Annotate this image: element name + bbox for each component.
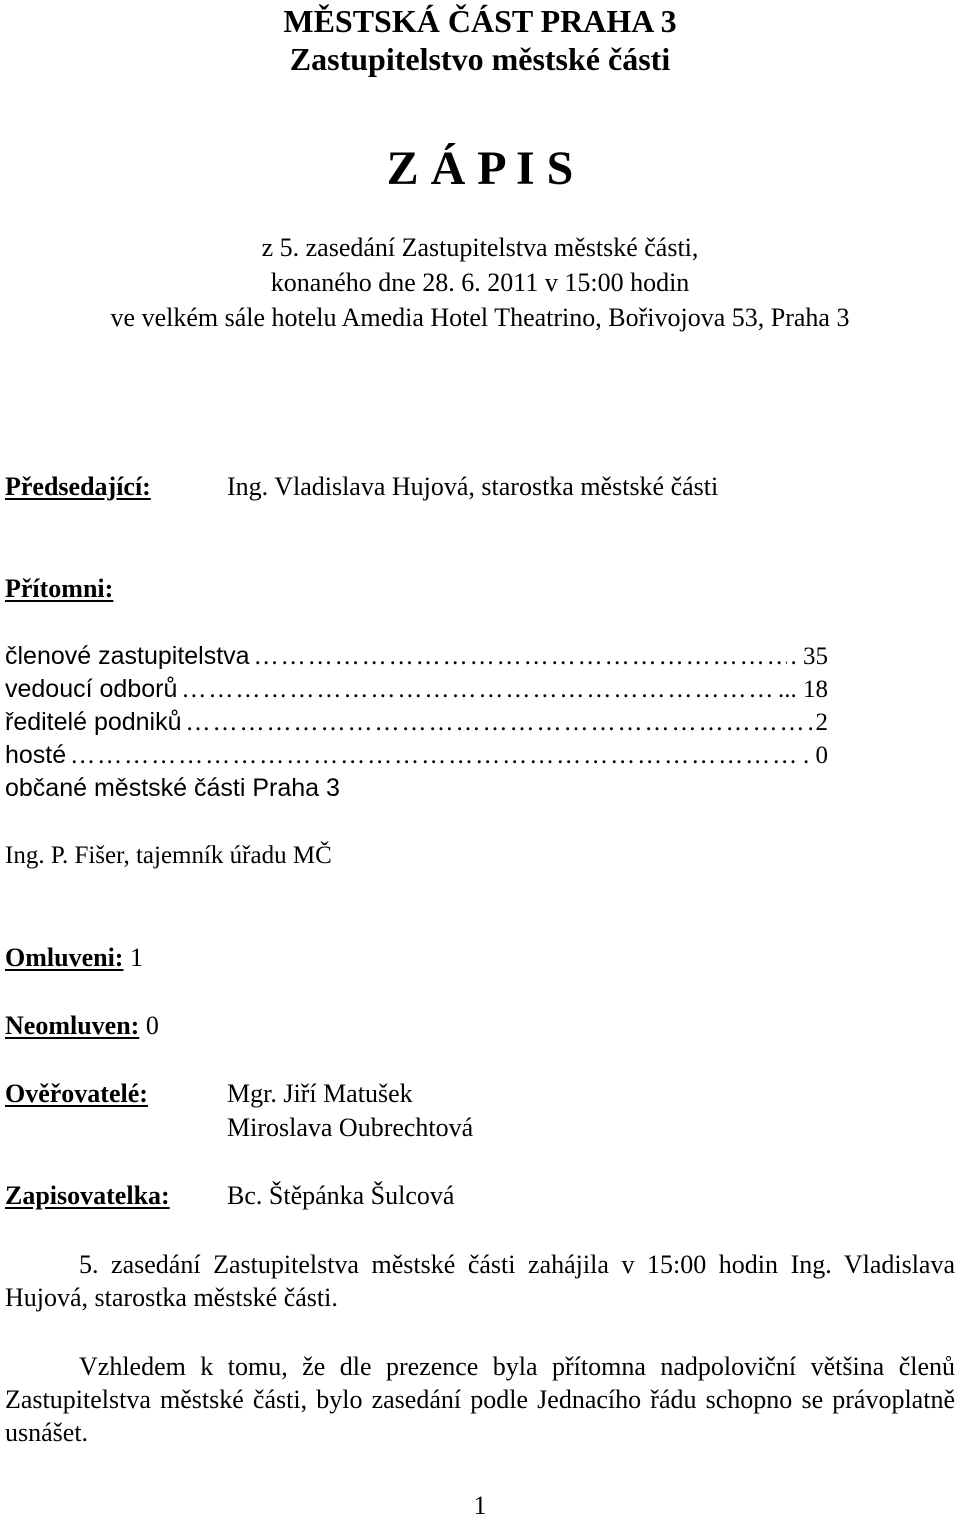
page-number: 1 (473, 1491, 487, 1520)
meeting-venue: ve velkém sále hotelu Amedia Hotel Theatrino, Bořivojova 53, Praha 3 (110, 303, 850, 332)
row-value: . 0 (803, 742, 828, 769)
header-council: Zastupitelstvo městské části (289, 41, 671, 77)
present-row-guests (5, 739, 828, 772)
excused-label: Omluveni: (5, 943, 124, 972)
row-label: ředitelé podniků (5, 708, 182, 736)
row-value: 2 (815, 709, 828, 736)
verifiers-label: Ověřovatelé: (5, 1079, 148, 1108)
dot-leader (186, 707, 812, 739)
present-row-directors (5, 706, 828, 739)
row-value: ... 18 (778, 676, 828, 703)
meeting-date: konaného dne 28. 6. 2011 v 15:00 hodin (270, 268, 690, 297)
present-label: Přítomni: (5, 574, 114, 603)
present-row-heads (5, 673, 828, 706)
document-title: Z Á P I S (386, 142, 574, 195)
row-label: členové zastupitelstva (5, 642, 250, 670)
chair-label: Předsedající: (5, 472, 151, 501)
present-row-members (5, 640, 828, 673)
header-city-district: MĚSTSKÁ ČÁST PRAHA 3 (283, 3, 677, 39)
excused-line (5, 942, 143, 974)
row-value: . 35 (790, 643, 828, 670)
chair-name: Ing. Vladislava Hujová, starostka městské části (227, 472, 719, 501)
present-citizens: občané městské části Praha 3 (5, 774, 340, 802)
secretary: Ing. P. Fišer, tajemník úřadu MČ (5, 842, 332, 869)
recorder-label: Zapisovatelka: (5, 1181, 170, 1210)
opening-paragraph: 5. zasedání Zastupitelstva městské části zahájila v 15:00 hodin Ing. Vladislava Hujová, starostka městské části. (5, 1250, 955, 1312)
dot-leader (181, 674, 774, 706)
verifier-name: Mgr. Jiří Matušek (227, 1079, 413, 1108)
excused-count: 1 (129, 943, 143, 972)
verifier-name: Miroslava Oubrechtová (227, 1113, 474, 1142)
dot-leader (70, 740, 799, 772)
recorder-name: Bc. Štěpánka Šulcová (227, 1181, 455, 1210)
unexcused-label: Neomluven: (5, 1011, 140, 1040)
dot-leader (254, 641, 787, 673)
meeting-subtitle: z 5. zasedání Zastupitelstva městské části, (261, 233, 699, 262)
unexcused-count: 0 (145, 1011, 159, 1040)
row-label: hosté (5, 741, 67, 769)
quorum-paragraph: Vzhledem k tomu, že dle prezence byla přítomna nadpoloviční většina členů Zastupitelstva městské části, bylo zasedání podle Jednacího řádu schopno se právoplatně usnášet. (5, 1352, 955, 1447)
unexcused-line (5, 1010, 159, 1042)
row-label: vedoucí odborů (5, 675, 178, 703)
